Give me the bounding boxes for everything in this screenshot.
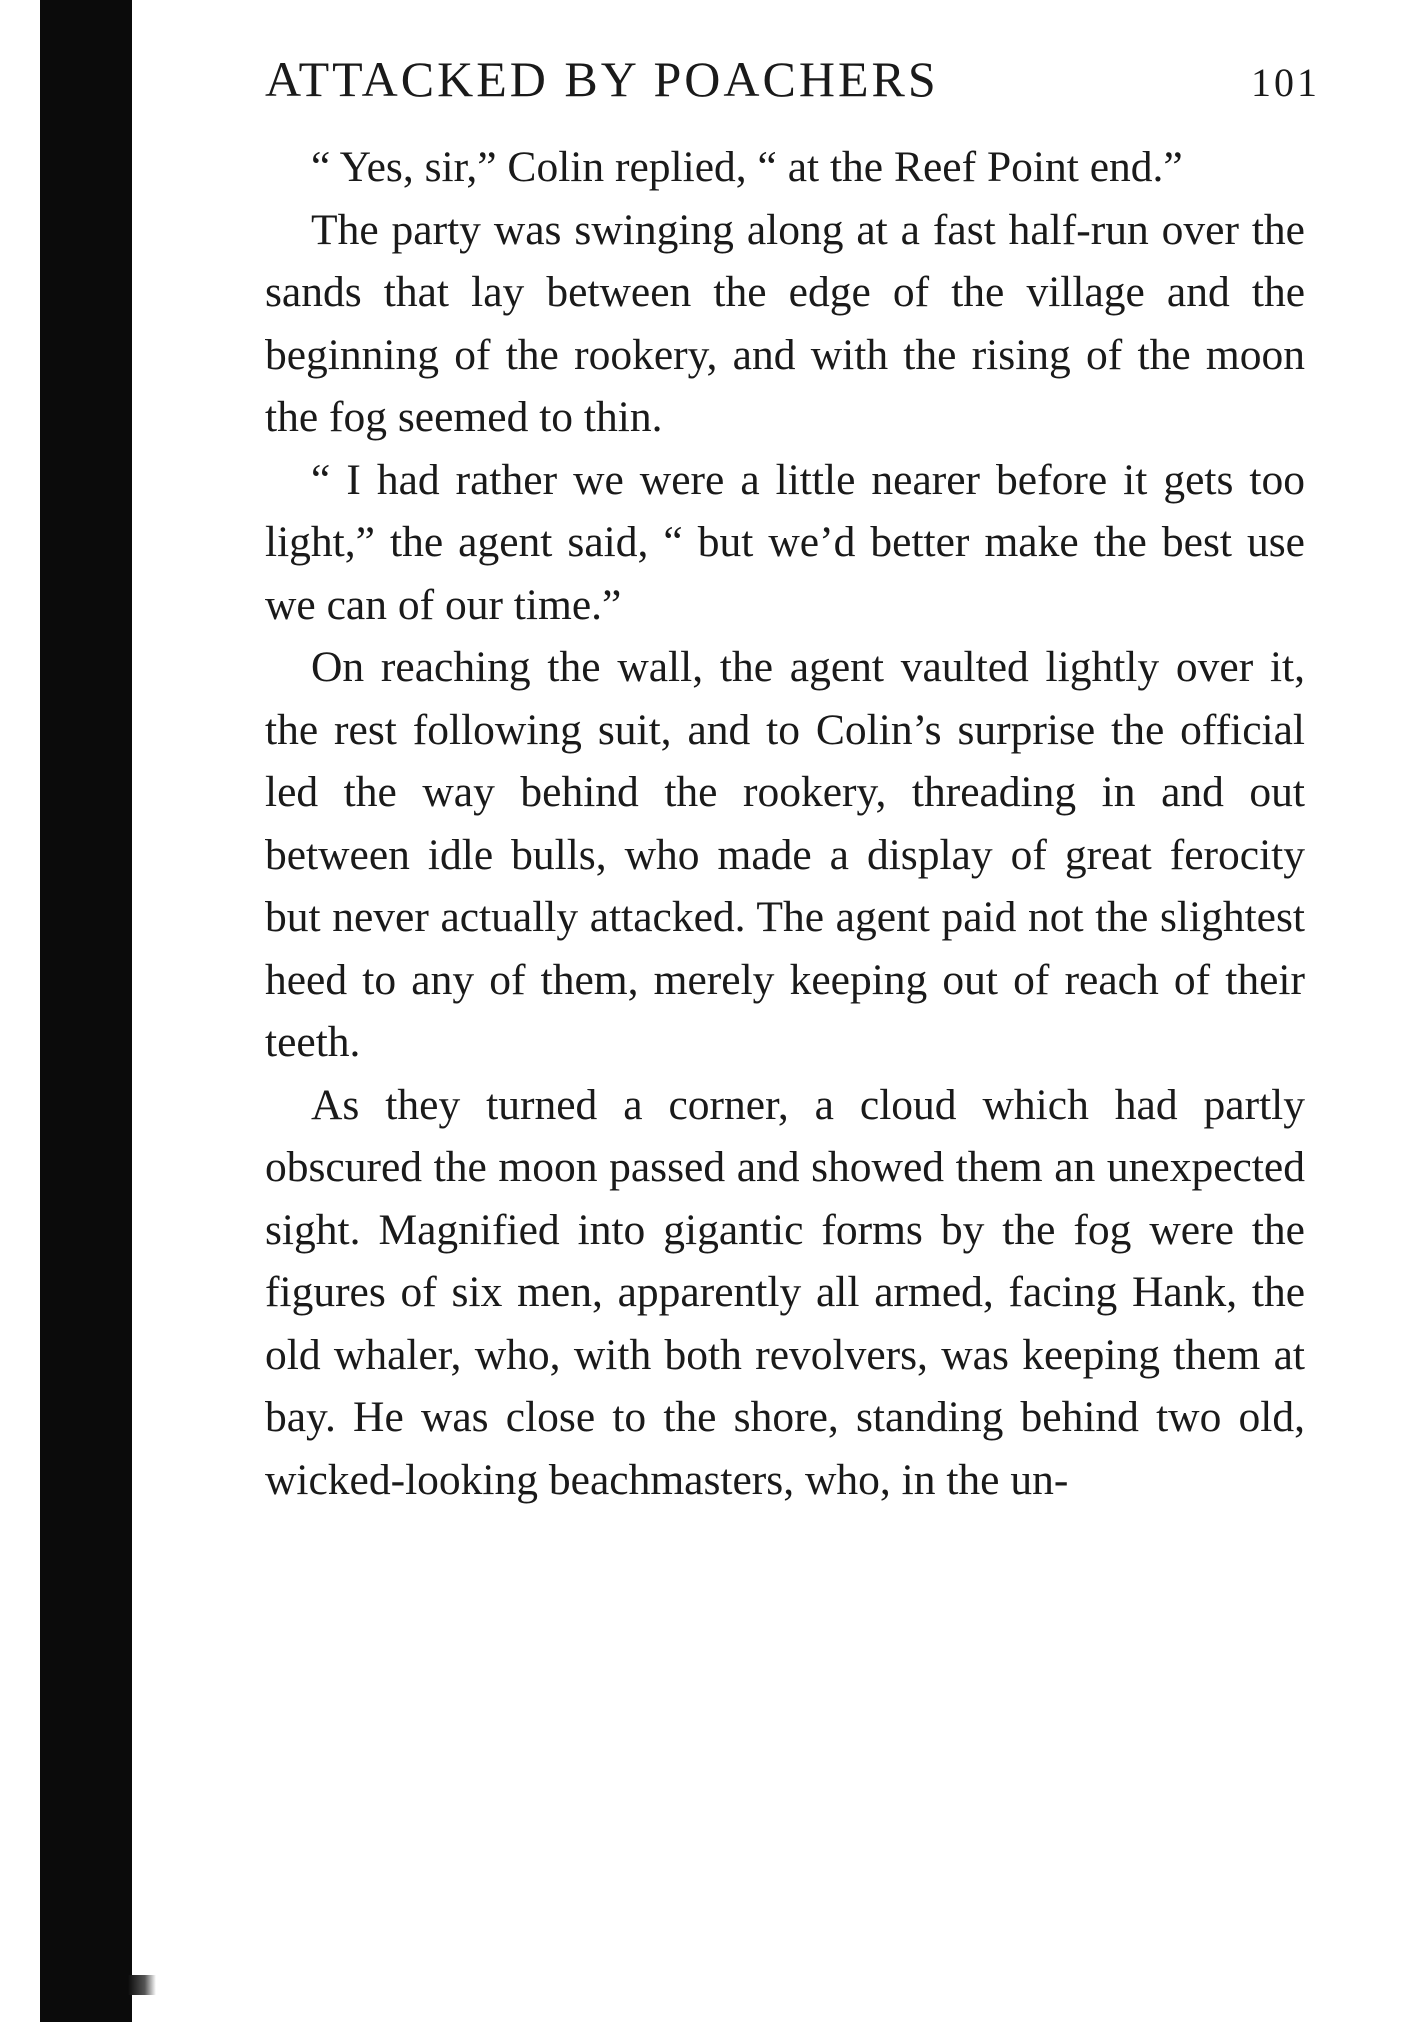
paragraph: “ I had rather we were a little nearer before it gets too light,” the agent said, “ but we’d better make the best use we can of our time.” xyxy=(265,455,1305,629)
paragraph: On reaching the wall, the agent vaulted lightly over it, the rest following suit, and to Colin’s surprise the official led the way behind the rookery, threading in and out between idle bulls, who made a display of great ferocity but never actually attacked. The agent paid not the slightest heed to any of them, merely keeping out of reach of their teeth. xyxy=(265,643,1305,1066)
body-text xyxy=(265,136,1305,1511)
binding-shadow xyxy=(40,0,132,2022)
page-header xyxy=(265,50,1320,110)
paragraph: The party was swinging along at a fast half-run over the sands that lay between the edge of the village and the beginning of the rookery, and with the rising of the moon the fog seemed to thin. xyxy=(265,205,1305,441)
paragraph: As they turned a corner, a cloud which had partly obscured the moon passed and showed them an unexpected sight. Magnified into gigantic forms by the fog were the figures of six men, apparently all armed, facing Hank, the old whaler, who, with both revolvers, was keeping them at bay. He was close to the shore, standing behind two old, wicked-looking beachmasters, who, in the un- xyxy=(265,1080,1305,1504)
paragraph: “ Yes, sir,” Colin replied, “ at the Reef Point end.” xyxy=(311,143,1183,191)
page-number: 101 xyxy=(1251,60,1320,105)
running-title: ATTACKED BY POACHERS xyxy=(265,51,939,107)
binding-shadow-tail xyxy=(128,1975,156,1995)
